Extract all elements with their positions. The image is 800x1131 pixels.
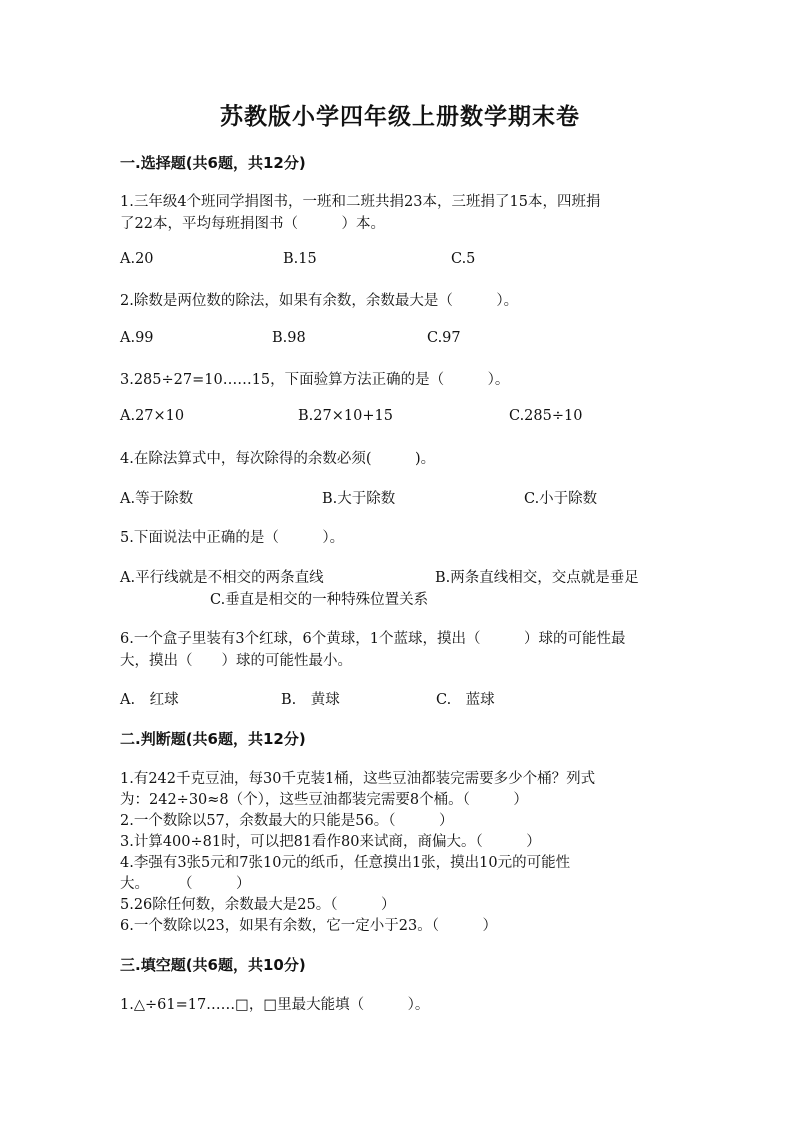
option-b: B.大于除数 [322, 491, 396, 507]
page-title: 苏教版小学四年级上册数学期末卷 [220, 104, 580, 130]
option-c: C.285÷10 [509, 408, 583, 424]
judge-line: 为：242÷30≈8（个），这些豆油都装完需要8个桶。（ ） [120, 792, 528, 808]
option-b: B.两条直线相交，交点就是垂足 [435, 570, 639, 586]
question-text: 3.285÷27=10……15，下面验算方法正确的是（ ）。 [120, 372, 510, 388]
option-c: C. 蓝球 [436, 692, 495, 708]
judge-line: 4.李强有3张5元和7张10元的纸币，任意摸出1张，摸出10元的可能性 [120, 855, 571, 871]
option-a: A. 红球 [120, 692, 179, 708]
judge-line: 2.一个数除以57，余数最大的只能是56。（ ） [120, 813, 454, 829]
option-a: A.平行线就是不相交的两条直线 [120, 570, 324, 586]
judge-line: 5.26除任何数，余数最大是25。（ ） [120, 897, 396, 913]
section-heading-judge: 二.判断题(共6题，共12分) [120, 730, 306, 748]
option-b: B.27×10+15 [298, 408, 393, 424]
judge-line: 大。 （ ） [120, 876, 251, 892]
judge-line: 6.一个数除以23，如果有余数，它一定小于23。（ ） [120, 918, 497, 934]
option-a: A.20 [120, 251, 154, 267]
option-c: C.5 [451, 251, 476, 267]
option-a: A.27×10 [120, 408, 185, 424]
question-text: 大，摸出（ ）球的可能性最小。 [120, 653, 352, 669]
judge-line: 3.计算400÷81时，可以把81看作80来试商，商偏大。（ ） [120, 834, 541, 850]
option-c: C.97 [427, 330, 461, 346]
option-a: A.等于除数 [120, 491, 194, 507]
option-c: C.小于除数 [524, 491, 598, 507]
question-text: 4.在除法算式中，每次除得的余数必须( )。 [120, 451, 436, 467]
fill-question: 1.△÷61=17……□，□里最大能填（ ）。 [120, 997, 430, 1013]
section-heading-fill: 三.填空题(共6题，共10分) [120, 956, 306, 974]
option-b: B.98 [272, 330, 306, 346]
question-text: 5.下面说法中正确的是（ ）。 [120, 530, 345, 546]
option-b: B. 黄球 [281, 692, 340, 708]
option-b: B.15 [283, 251, 317, 267]
question-text: 了22本，平均每班捐图书（ ）本。 [120, 216, 385, 232]
section-heading-choice: 一.选择题(共6题，共12分) [120, 154, 306, 172]
option-c: C.垂直是相交的一种特殊位置关系 [210, 592, 429, 608]
question-text: 1.三年级4个班同学捐图书，一班和二班共捐23本，三班捐了15本，四班捐 [120, 194, 601, 210]
question-text: 6.一个盒子里装有3个红球，6个黄球，1个蓝球，摸出（ ）球的可能性最 [120, 631, 626, 647]
judge-line: 1.有242千克豆油，每30千克装1桶，这些豆油都装完需要多少个桶？列式 [120, 771, 596, 787]
question-text: 2.除数是两位数的除法，如果有余数，余数最大是（ ）。 [120, 293, 519, 309]
option-a: A.99 [120, 330, 154, 346]
